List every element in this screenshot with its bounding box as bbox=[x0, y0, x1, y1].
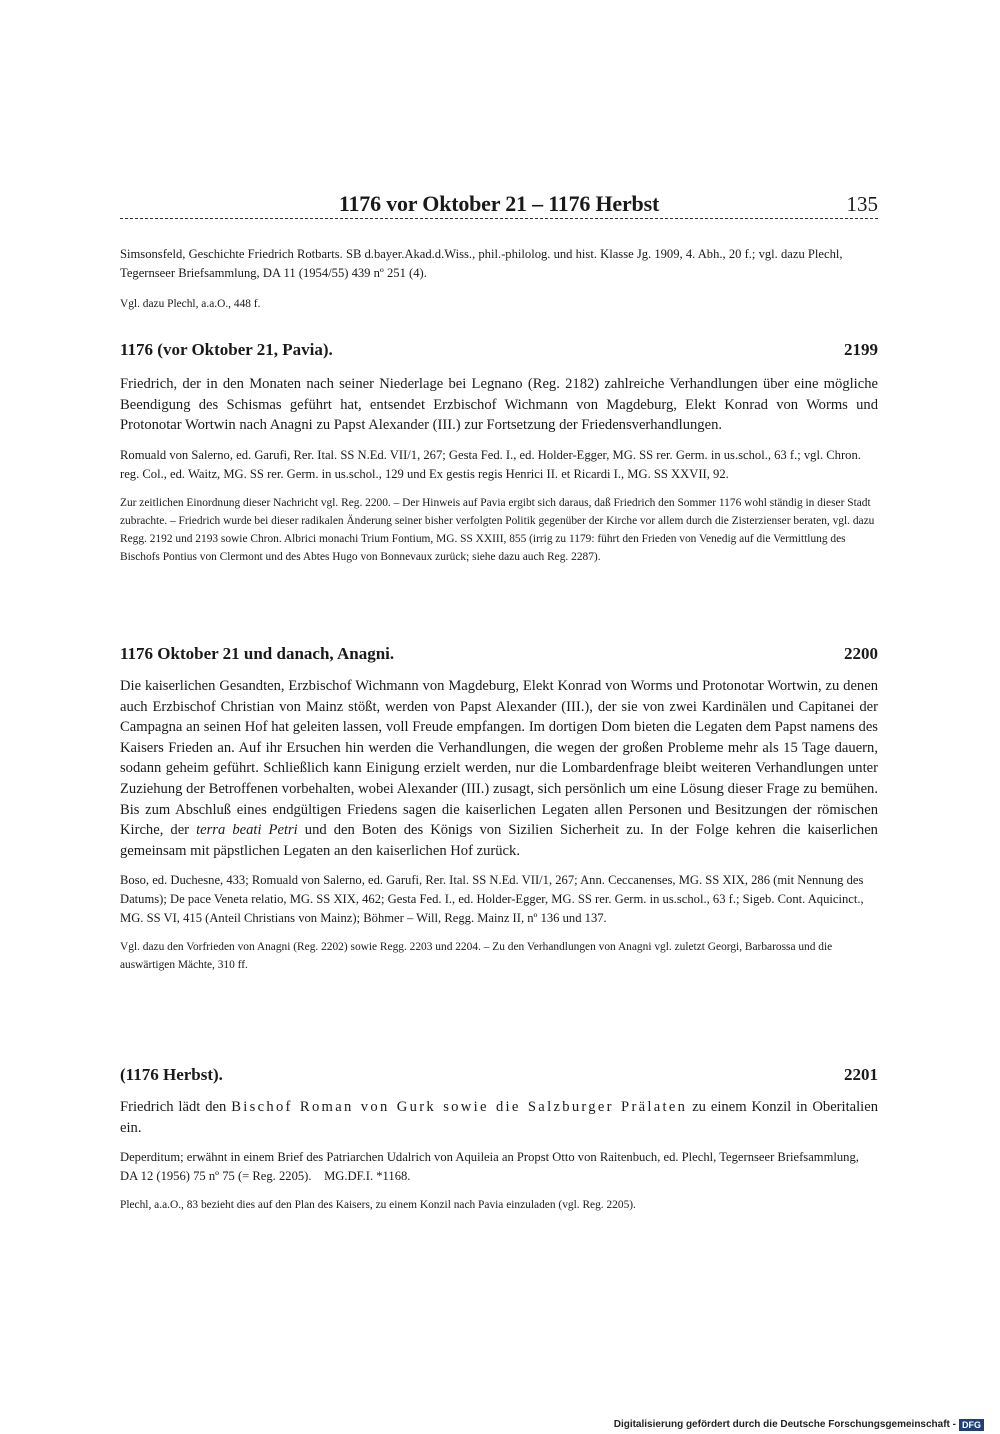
entry-sources: Deperditum; erwähnt in einem Brief des Patriarchen Udalrich von Aquileia an Propst Otto von Raitenbuch, ed. Plechl, Tegernseer Briefsammlung, DA 12 (1956) 75 nº 75 (= Reg. 2205). MG.DF.I. *1168. bbox=[120, 1150, 863, 1184]
continuation-note: Vgl. dazu Plechl, a.a.O., 448 f. bbox=[120, 298, 261, 310]
entry-text-spaced: Bischof Roman von Gurk sowie die Salzburger Prälaten bbox=[231, 1099, 688, 1115]
entry-date-place: 1176 Oktober 21 und danach, Anagni. bbox=[120, 644, 395, 663]
digitization-credit bbox=[614, 1418, 984, 1431]
continuation-block bbox=[120, 245, 878, 313]
entry-date-place: (1176 Herbst). bbox=[120, 1065, 223, 1084]
entry-heading bbox=[120, 340, 878, 360]
regest-entry-2201 bbox=[120, 1065, 878, 1214]
entry-sources: Boso, ed. Duchesne, 433; Romuald von Salerno, ed. Garufi, Rer. Ital. SS N.Ed. VII/1, 267; Ann. Ceccanenses, MG. SS XIX, 286 (mit Nennung des Datums); De pace Veneta relatio, MG. SS XIX, 462; Gesta Fed. I., ed. Holder-Egger, MG. SS rer. Germ. in us.schol., 63 f.; Sigeb. Cont. Aquicinct., MG. SS VI, 415 (Anteil Christians von Mainz); Böhmer – Will, Regg. Mainz II, nº 136 und 137. bbox=[120, 873, 864, 926]
entry-heading bbox=[120, 644, 878, 664]
continuation-sources: Simsonsfeld, Geschichte Friedrich Rotbarts. SB d.bayer.Akad.d.Wiss., phil.-philolog. und hist. Klasse Jg. 1909, 4. Abh., 20 f.; vgl. dazu Plechl, Tegernseer Briefsammlung, DA 11 (1954/55) 439 nº 251 (4). bbox=[120, 247, 843, 280]
entry-text-part: und den Boten des Königs von Sizilien Sicherheit zu. In der Folge kehren die kaiserlichen gemeinsam mit päpstlichen Legaten an den kaiserlichen Hof zurück. bbox=[120, 822, 878, 859]
entry-number: 2199 bbox=[844, 340, 878, 359]
regest-entry-2200 bbox=[120, 644, 878, 974]
entry-text: Friedrich, der in den Monaten nach seiner Niederlage bei Legnano (Reg. 2182) zahlreiche Verhandlungen über eine mögliche Beendigung des Schismas geführt hat, entsendet Erzbischof Wichmann von Magdeburg, Elekt Konrad von Worms und Protonotar Wortwin nach Anagni zu Papst Alexander (III.) zur Fortsetzung der Friedensverhandlungen. bbox=[120, 376, 878, 434]
entry-commentary: Plechl, a.a.O., 83 bezieht dies auf den Plan des Kaisers, zu einem Konzil nach Pavia einzuladen (vgl. Reg. 2205). bbox=[120, 1199, 636, 1212]
entry-text-part: zu einem Konzil in Oberitalien ein. bbox=[120, 1099, 879, 1136]
credit-text: Digitalisierung gefördert durch die Deutsche Forschungsgemeinschaft - bbox=[613, 1419, 956, 1430]
page-number: 135 bbox=[846, 192, 878, 216]
entry-number: 2200 bbox=[844, 644, 878, 663]
entry-commentary: Zur zeitlichen Einordnung dieser Nachricht vgl. Reg. 2200. – Der Hinweis auf Pavia ergibt sich daraus, daß Friedrich den Sommer 1176 wohl ständig in dieser Stadt zubrachte. – Friedrich wurde bei dieser radikalen Änderung seiner bisher verfolgten Politik gegenüber der Kirche vor allem durch die Zisterzienser beraten, vgl. dazu Regg. 2192 und 2193 sowie Chron. Albrici monachi Trium Fontium, MG. SS XXIII, 855 (irrig zu 1179: führt den Frieden von Venedig auf die Vermittlung des Bischofs Pontius von Clermont und des Abtes Hugo von Bonnevaux zurück; siehe dazu auch Reg. 2287). bbox=[120, 496, 875, 563]
entry-number: 2201 bbox=[844, 1065, 878, 1084]
entry-text bbox=[120, 1097, 878, 1138]
running-header bbox=[120, 192, 878, 219]
entry-commentary: Vgl. dazu den Vorfrieden von Anagni (Reg. 2202) sowie Regg. 2203 und 2204. – Zu den Verhandlungen von Anagni vgl. zuletzt Georgi, Barbarossa und die auswärtigen Mächte, 310 ff. bbox=[120, 941, 833, 972]
running-title: 1176 vor Oktober 21 – 1176 Herbst bbox=[338, 191, 660, 216]
regest-entry-2199 bbox=[120, 340, 878, 566]
entry-text bbox=[120, 676, 878, 861]
dfg-logo: DFG bbox=[959, 1419, 984, 1431]
entry-text-part: Friedrich lädt den bbox=[120, 1099, 227, 1115]
entry-text-italic: terra beati Petri bbox=[196, 822, 298, 839]
entry-heading bbox=[120, 1065, 878, 1085]
entry-text-part: Die kaiserlichen Gesandten, Erzbischof Wichmann von Magdeburg, Elekt Konrad von Worms und Protonotar Wortwin, zu denen auch Erzbischof Christian von Mainz stößt, werden von Papst Alexander (III.), der sie von zwei Kardinälen und Capitanei der Campagna an seinen Hof hat geleiten lassen, voll Freude empfangen. Im dortigen Dom bieten die Legaten dem Papst namens des Kaisers Frieden an. Auf ihr Ersuchen hin werden die Verhandlungen, die wegen der großen Probleme mehr als 15 Tage dauern, sodann geheim geführt. Schließlich kann Einigung erzielt werden, nur die Lombardenfrage bleibt weiteren Verhandlungen unter Zuziehung der Betroffenen vorbehalten, wobei Alexander (III.) zusagt, sich persönlich um eine Lösung dieser Frage zu bemühen. Bis zum Abschluß eines endgültigen Friedens sagen die kaiserlichen Legaten allen Personen und Besitzungen der römischen Kirche, der bbox=[120, 678, 878, 839]
entry-sources: Romuald von Salerno, ed. Garufi, Rer. Ital. SS N.Ed. VII/1, 267; Gesta Fed. I., ed. Holder-Egger, MG. SS rer. Germ. in us.schol., 63 f.; vgl. Chron. reg. Col., ed. Waitz, MG. SS rer. Germ. in us.schol., 129 und Ex gestis regis Henrici II. et Ricardi I., MG. SS XXVII, 92. bbox=[120, 447, 861, 481]
entry-date-place: 1176 (vor Oktober 21, Pavia). bbox=[120, 340, 333, 359]
